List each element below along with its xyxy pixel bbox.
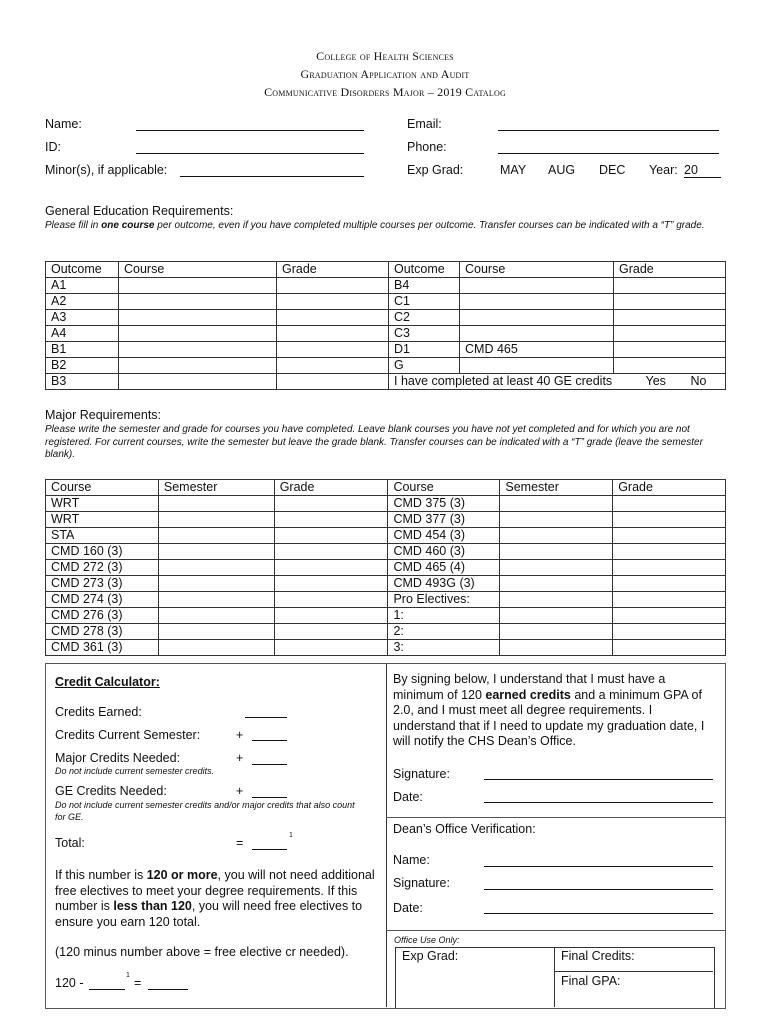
- grade-input[interactable]: [274, 496, 388, 512]
- college-title: College of Health Sciences: [316, 49, 454, 63]
- course-input[interactable]: [460, 278, 614, 294]
- grade-input[interactable]: [277, 342, 389, 358]
- text: , you will need free electives to ensure you earn 120 total.: [55, 899, 363, 929]
- ge-note-text: Please fill in: [45, 220, 102, 231]
- grade-input[interactable]: [614, 342, 726, 358]
- table-row: [46, 624, 726, 640]
- outcome-cell: A2: [46, 294, 119, 310]
- semester-input[interactable]: [158, 528, 274, 544]
- grade-input[interactable]: [277, 374, 389, 390]
- course-input[interactable]: [460, 294, 614, 310]
- final-gpa-label: Final GPA:: [561, 974, 621, 988]
- outcome-cell: B2: [46, 358, 119, 374]
- course-input[interactable]: CMD 465: [460, 342, 614, 358]
- semester-input[interactable]: [158, 544, 274, 560]
- grade-input[interactable]: [613, 640, 726, 656]
- minor-field[interactable]: [180, 176, 364, 177]
- column-header: Outcome: [46, 262, 119, 278]
- major-credits-field[interactable]: [252, 764, 287, 765]
- course-cell: CMD 276 (3): [46, 608, 159, 624]
- grade-input[interactable]: [613, 496, 726, 512]
- course-cell: 1:: [388, 608, 500, 624]
- semester-input[interactable]: [158, 640, 274, 656]
- divider: [386, 664, 387, 1007]
- option-aug[interactable]: AUG: [548, 163, 576, 177]
- office-use-label: Office Use Only:: [394, 935, 460, 945]
- signature-label: Signature:: [393, 767, 450, 781]
- semester-input[interactable]: [158, 576, 274, 592]
- course-cell: CMD 273 (3): [46, 576, 159, 592]
- table-row: [46, 560, 726, 576]
- course-input[interactable]: [119, 326, 277, 342]
- course-cell: CMD 460 (3): [388, 544, 500, 560]
- calculator-title: Credit Calculator:: [55, 675, 160, 689]
- text: and a minimum GPA of 2.0, and I must meet all degree requirements. I understand that if I need to update my graduation date, I will notify the CHS Dean’s Office.: [393, 687, 705, 748]
- course-cell: STA: [46, 528, 159, 544]
- grade-input[interactable]: [613, 512, 726, 528]
- course-input[interactable]: [119, 294, 277, 310]
- form-title: Graduation Application and Audit: [300, 67, 470, 81]
- outcome-cell: A1: [46, 278, 119, 294]
- semester-input[interactable]: [500, 496, 613, 512]
- formula-input-field[interactable]: [89, 989, 125, 990]
- semester-input[interactable]: [158, 624, 274, 640]
- date-label: Date:: [393, 790, 423, 804]
- grade-input[interactable]: [274, 544, 388, 560]
- course-input[interactable]: [460, 326, 614, 342]
- office-exp-grad-label: Exp Grad:: [402, 949, 459, 963]
- text: If this number is: [55, 868, 147, 882]
- semester-input[interactable]: [500, 512, 613, 528]
- grade-input[interactable]: [614, 294, 726, 310]
- bold-text: 120 or more: [146, 868, 218, 882]
- name-label: Name:: [45, 117, 82, 131]
- divider: [386, 930, 725, 931]
- plus-sign: +: [236, 751, 244, 765]
- semester-input[interactable]: [500, 640, 613, 656]
- credits-current-label: Credits Current Semester:: [55, 728, 201, 742]
- dean-signature-field[interactable]: [484, 889, 713, 890]
- plus-sign: +: [236, 784, 244, 798]
- bold-text: earned credits: [485, 687, 571, 702]
- grade-input[interactable]: [274, 576, 388, 592]
- semester-input[interactable]: [158, 592, 274, 608]
- plus-sign: +: [236, 728, 244, 742]
- year-label: Year:: [649, 163, 678, 177]
- grade-input[interactable]: [274, 512, 388, 528]
- student-signature-field[interactable]: [484, 779, 713, 780]
- semester-input[interactable]: [158, 512, 274, 528]
- semester-input[interactable]: [500, 560, 613, 576]
- table-row: [46, 374, 726, 390]
- semester-input[interactable]: [158, 496, 274, 512]
- outcome-cell: G: [389, 358, 460, 374]
- grade-input[interactable]: [277, 358, 389, 374]
- grade-input[interactable]: [277, 310, 389, 326]
- course-cell: CMD 278 (3): [46, 624, 159, 640]
- divider: [554, 971, 713, 972]
- ge-note-text-2: per outcome, even if you have completed multiple courses per outcome. Transfer courses can be indicated with a “T” grade.: [154, 220, 705, 231]
- course-input[interactable]: [119, 342, 277, 358]
- grade-input[interactable]: [274, 624, 388, 640]
- table-row: [46, 278, 726, 294]
- course-cell: CMD 361 (3): [46, 640, 159, 656]
- email-label: Email:: [407, 117, 442, 131]
- grade-input[interactable]: [274, 608, 388, 624]
- ge-section-title: General Education Requirements:: [45, 204, 234, 218]
- table-row: [46, 512, 726, 528]
- phone-field[interactable]: [498, 153, 719, 154]
- credits-earned-label: Credits Earned:: [55, 705, 142, 719]
- major-section-title: Major Requirements:: [45, 408, 162, 422]
- outcome-cell: B1: [46, 342, 119, 358]
- grade-input[interactable]: [277, 326, 389, 342]
- column-header: Grade: [613, 480, 726, 496]
- yes-option[interactable]: Yes: [645, 374, 666, 388]
- dean-signature-label: Signature:: [393, 876, 450, 890]
- ge-credits-field[interactable]: [252, 797, 287, 798]
- minus-note: (120 minus number above = free elective cr needed).: [55, 945, 349, 959]
- grade-input[interactable]: [277, 278, 389, 294]
- table-row: [46, 592, 726, 608]
- course-input[interactable]: [119, 310, 277, 326]
- grade-input[interactable]: [613, 576, 726, 592]
- major-credits-note: Do not include current semester credits.: [55, 766, 215, 776]
- minor-label: Minor(s), if applicable:: [45, 163, 168, 177]
- dean-verification-title: Dean’s Office Verification:: [393, 822, 536, 836]
- table-row: [46, 294, 726, 310]
- course-input[interactable]: [460, 358, 614, 374]
- major-table: [45, 479, 726, 656]
- table-row: [46, 528, 726, 544]
- ge-credits-note: Do not include current semester credits and/or major credits that also count for GE.: [55, 800, 355, 822]
- course-cell: WRT: [46, 496, 159, 512]
- major-credits-label: Major Credits Needed:: [55, 751, 181, 765]
- semester-input[interactable]: [500, 528, 613, 544]
- formula-start: 120 -: [55, 976, 84, 990]
- id-label: ID:: [45, 140, 61, 154]
- semester-input[interactable]: [158, 560, 274, 576]
- course-cell: CMD 160 (3): [46, 544, 159, 560]
- column-header: Outcome: [389, 262, 460, 278]
- table-row: [46, 358, 726, 374]
- divider: [554, 947, 555, 1007]
- table-row: [46, 544, 726, 560]
- grade-input[interactable]: [613, 544, 726, 560]
- grade-input[interactable]: [614, 326, 726, 342]
- course-cell: CMD 377 (3): [388, 512, 500, 528]
- table-row: [46, 262, 726, 278]
- dean-name-field[interactable]: [484, 866, 713, 867]
- grade-input[interactable]: [613, 624, 726, 640]
- student-date-field[interactable]: [484, 802, 713, 803]
- email-field[interactable]: [498, 130, 719, 131]
- grade-input[interactable]: [274, 528, 388, 544]
- grade-input[interactable]: [614, 278, 726, 294]
- total-field[interactable]: [252, 849, 287, 850]
- formula-result-field[interactable]: [148, 989, 188, 990]
- grade-input[interactable]: [274, 640, 388, 656]
- agreement-text: [393, 672, 718, 750]
- id-field[interactable]: [136, 153, 364, 154]
- grade-input[interactable]: [614, 358, 726, 374]
- major-instructions: Please write the semester and grade for courses you have completed. Leave blank courses you have not yet completed and for which you are not registered. For current courses, write the semester but leave the grade blank. Transfer courses can be indicated with a “T” grade (leave the semester blank).: [45, 424, 703, 460]
- table-row: [46, 576, 726, 592]
- grade-input[interactable]: [613, 560, 726, 576]
- semester-input[interactable]: [158, 608, 274, 624]
- total-label: Total:: [55, 836, 85, 850]
- outcome-cell: A3: [46, 310, 119, 326]
- exp-grad-label: Exp Grad:: [407, 163, 464, 177]
- ge-table: [45, 261, 726, 390]
- credits-current-field[interactable]: [252, 740, 287, 741]
- course-cell: CMD 493G (3): [388, 576, 500, 592]
- dean-date-label: Date:: [393, 901, 423, 915]
- semester-input[interactable]: [500, 544, 613, 560]
- ge-credits-confirmation: [389, 374, 726, 390]
- ge-instructions: [45, 220, 725, 232]
- outcome-cell: A4: [46, 326, 119, 342]
- course-cell: CMD 454 (3): [388, 528, 500, 544]
- course-cell: 2:: [388, 624, 500, 640]
- outcome-cell: D1: [389, 342, 460, 358]
- footnote-mark: 1: [126, 972, 130, 979]
- dean-name-label: Name:: [393, 853, 430, 867]
- option-may[interactable]: MAY: [500, 163, 527, 177]
- column-header: Grade: [274, 480, 388, 496]
- equals-sign: =: [134, 976, 142, 990]
- semester-input[interactable]: [500, 608, 613, 624]
- semester-input[interactable]: [500, 624, 613, 640]
- divider: [386, 817, 725, 818]
- grade-input[interactable]: [614, 310, 726, 326]
- column-header: Semester: [500, 480, 613, 496]
- course-cell: CMD 274 (3): [46, 592, 159, 608]
- course-cell: 3:: [388, 640, 500, 656]
- column-header: Course: [388, 480, 500, 496]
- course-cell: CMD 375 (3): [388, 496, 500, 512]
- column-header: Course: [46, 480, 159, 496]
- course-cell: WRT: [46, 512, 159, 528]
- outcome-cell: B4: [389, 278, 460, 294]
- table-row: [46, 342, 726, 358]
- column-header: Semester: [158, 480, 274, 496]
- grade-input[interactable]: [613, 608, 726, 624]
- dean-date-field[interactable]: [484, 913, 713, 914]
- name-field[interactable]: [136, 130, 364, 131]
- year-field[interactable]: [684, 163, 721, 178]
- course-cell: Pro Electives:: [388, 592, 500, 608]
- table-row: [46, 496, 726, 512]
- major-title: Communicative Disorders Major – 2019 Catalog: [264, 85, 506, 99]
- grade-input[interactable]: [613, 592, 726, 608]
- table-row: [46, 310, 726, 326]
- grade-input[interactable]: [613, 528, 726, 544]
- ge-credits-label: GE Credits Needed:: [55, 784, 167, 798]
- course-cell: CMD 465 (4): [388, 560, 500, 576]
- calculator-explanation: [55, 868, 380, 930]
- credits-earned-field[interactable]: [245, 717, 287, 718]
- grade-input[interactable]: [274, 592, 388, 608]
- phone-label: Phone:: [407, 140, 447, 154]
- table-row: [46, 326, 726, 342]
- table-row: [46, 480, 726, 496]
- course-input[interactable]: [460, 310, 614, 326]
- option-dec[interactable]: DEC: [599, 163, 626, 177]
- equals-sign: =: [236, 836, 244, 850]
- outcome-cell: B3: [46, 374, 119, 390]
- no-option[interactable]: No: [690, 374, 707, 388]
- outcome-cell: C2: [389, 310, 460, 326]
- course-cell: CMD 272 (3): [46, 560, 159, 576]
- course-input[interactable]: [119, 278, 277, 294]
- table-row: [46, 640, 726, 656]
- outcome-cell: C1: [389, 294, 460, 310]
- column-header: Course: [119, 262, 277, 278]
- column-header: Course: [460, 262, 614, 278]
- semester-input[interactable]: [500, 576, 613, 592]
- footnote-mark: 1: [289, 832, 293, 839]
- table-row: [46, 608, 726, 624]
- course-input[interactable]: [119, 374, 277, 390]
- ge-note-bold: one course: [101, 220, 155, 231]
- final-credits-label: Final Credits:: [561, 949, 635, 963]
- column-header: Grade: [277, 262, 389, 278]
- text: , you will not need additional free electives to meet your degree requirements. If this number is: [55, 868, 375, 913]
- column-header: Grade: [614, 262, 726, 278]
- grade-input[interactable]: [277, 294, 389, 310]
- outcome-cell: C3: [389, 326, 460, 342]
- course-input[interactable]: [119, 358, 277, 374]
- ge-credits-text: I have completed at least 40 GE credits: [394, 374, 613, 388]
- bold-text: less than 120: [113, 899, 192, 913]
- text: By signing below, I understand that I must have a minimum of 120: [393, 672, 666, 702]
- year-prefix: 20: [684, 163, 698, 177]
- semester-input[interactable]: [500, 592, 613, 608]
- grade-input[interactable]: [274, 560, 388, 576]
